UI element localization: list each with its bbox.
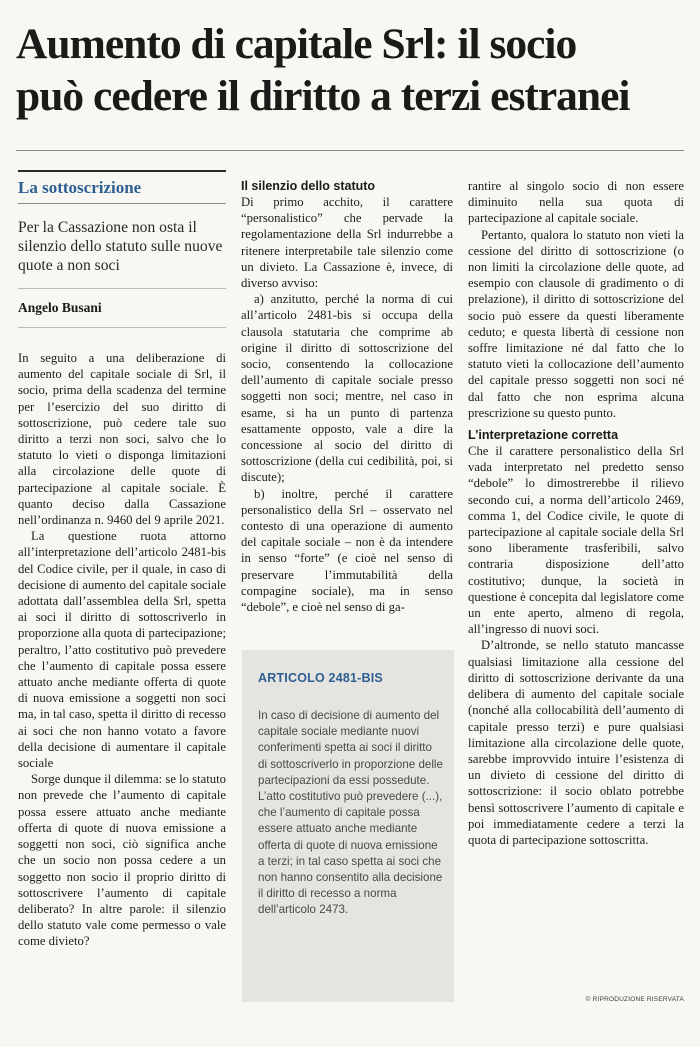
left-column	[18, 350, 226, 950]
subheading-silenzio: Il silenzio dello statuto	[241, 179, 376, 193]
section-kicker: La sottoscrizione	[18, 178, 142, 197]
body-paragraph: b) inoltre, perché il carattere personalistico della Srl – osservato nel contesto di una operazione di aumento del capitale sociale – non è da intendere in senso “forte” (e cioè nel senso di preservare l’immutabilità della compagine sociale), ma in senso “debole”, e cioè nel senso di ga-	[241, 486, 453, 615]
author-byline: Angelo Busani	[18, 300, 102, 315]
box-text: In caso di decisione di aumento del capitale sociale mediante nuovi conferimenti spetta ai soci il diritto di sottoscriverlo in proporzione delle partecipazioni da essi possedute. L’atto costitutivo può prevedere (...), che l’aumento di capitale possa essere attuato anche mediante offerta di quote di nuova emissione a terzi; in tal caso spetta ai soci che non hanno consentito alla decisione il diritto di recesso a norma dell’articolo 2473.	[258, 709, 443, 917]
body-paragraph: D’altronde, se nello statuto mancasse qualsiasi limitazione alla cessione del diritto di sottoscrizione derivante da una delibera di aumento del capitale sociale (nonché alla collocabilità dell’aumento di capitale presso terzi) e pure qualsiasi limitazione alla circolazione delle quote, sarebbe improvvido intuire l’esistenza di un divieto di cessione del diritto di sottoscrizione: il socio oblato potrebbe bensì sottoscrivere l’aumento di capitale e poi immediatamente cedere a terzi la quota di partecipazione sottoscritta.	[468, 638, 684, 847]
copyright-credit: © RIPRODUZIONE RISERVATA	[585, 996, 684, 1003]
headline-line-1: Aumento di capitale Srl: il socio	[16, 20, 577, 68]
body-paragraph: La questione ruota attorno all’interpretazione dell’articolo 2481-bis del Codice civile, per il quale, in caso di decisione di aumento del capitale sociale adottata dall’assemblea della Srl, spetta ai soci il diritto di sottoscriverlo in proporzione alla quota di partecipazione; peraltro, l’atto costitutivo può prevedere che l’aumento di capitale possa essere attuato anche mediante offerta di quote di nuova emissione a soggetti non soci ma, in tal caso, spetta il diritto di recesso ai soci che non hanno votato a favore della decisione di aumentare il capitale sociale	[18, 529, 226, 771]
middle-column	[241, 178, 453, 615]
byline-top-divider	[18, 288, 226, 289]
right-column	[468, 178, 684, 848]
kicker-divider	[18, 203, 226, 204]
headline	[16, 18, 688, 122]
headline-line-2: può cedere il diritto a terzi estranei	[16, 72, 630, 120]
body-paragraph: Pertanto, qualora lo statuto non vieti la cessione del diritto di sottoscrizione (o non limiti la circolazione delle quote, ad esempio con clausole di gradimento o di prelazione), il diritto di sottoscrizione del socio può essere da questi liberamente ceduto; e questa libertà di cessione non soffre limitazione né dal fatto che lo statuto vieti la collocazione dell’aumento del capitale presso soggetti non soci né dal fatto che non esprima alcuna prescrizione su questo punto.	[468, 227, 684, 420]
body-paragraph: Che il carattere personalistico della Srl vada interpretato nel predetto senso “debole” lo dimostrerebbe il rilievo secondo cui, a norma dell’articolo 2469, comma 1, del Codice civile, le quote di partecipazione al capitale sociale della Srl sono liberamente trasferibili, salvo contraria disposizione dell’atto costitutivo; dunque, la società in questione è concepita dal legislatore come un ente aperto, almeno di regola, all’ingresso di nuovi soci.	[468, 444, 684, 637]
body-paragraph: In seguito a una deliberazione di aumento del capitale sociale di Srl, il socio, prima della scadenza del termine per l’esercizio del suo diritto di sottoscrizione, può cedere tale suo diritto a terzi non soci, salvo che lo statuto lo vieti o disponga limitazioni alla circolazione delle quote di partecipazione al capitale sociale. È quanto deciso dalla Cassazione nell’ordinanza n. 9460 del 9 aprile 2021.	[18, 351, 226, 528]
article-summary: Per la Cassazione non osta il silenzio dello statuto sulle nuove quote a non soci	[18, 219, 223, 275]
body-paragraph: a) anzitutto, perché la norma di cui all’articolo 2481-bis si occupa della clausola statutaria che comprime ab origine il diritto di sottoscrizione del socio, consentendo la collocazione dell’aumento di capitale sociale presso soggetti non soci; mentre, nel caso in esame, si ha un punto di partenza esattamente opposto, vale a dire la concessione al socio del diritto di sottoscrizione (della cui cedibilità, poi, si discute);	[241, 292, 453, 485]
subheading-interpretazione: L’interpretazione corretta	[468, 428, 619, 443]
box-title: ARTICOLO 2481-BIS	[258, 671, 383, 685]
body-paragraph: Di primo acchito, il carattere “personalistico” che pervade la regolamentazione della Srl indurrebbe a ritenere interpretabile tale silenzio come un divieto. La Cassazione è, invece, di diverso avviso:	[241, 195, 453, 291]
kicker-top-rule	[18, 170, 226, 172]
byline-divider	[18, 327, 226, 328]
headline-divider	[16, 150, 684, 151]
body-paragraph: rantire al singolo socio di non essere diminuito nella sua quota di partecipazione al capitale sociale.	[468, 179, 684, 226]
body-paragraph: Sorge dunque il dilemma: se lo statuto non prevede che l’aumento di capitale possa essere attuato anche mediante offerta di quote di nuova emissione a soggetti non soci, ciò significa anche che un socio non possa cedere a un soggetto non socio il proprio diritto di sottoscrivere l’aumento di capitale deliberato? In altre parole: il silenzio dello statuto vale come permesso o vale come divieto?	[18, 772, 226, 949]
sidebar-box-article	[242, 650, 454, 1002]
